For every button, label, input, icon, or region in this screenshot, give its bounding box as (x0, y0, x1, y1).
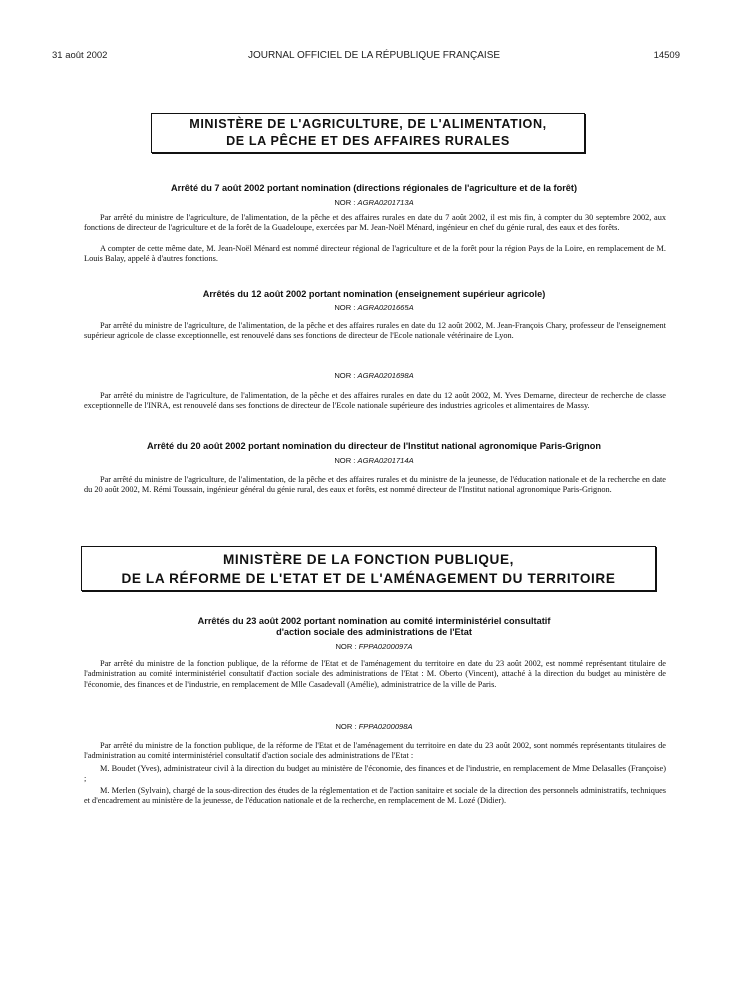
nor-label: NOR : (334, 456, 358, 465)
header-date: 31 août 2002 (52, 50, 108, 61)
arrete-title: d'action sociale des administrations de l'Etat (276, 627, 472, 637)
arrete-paragraph: M. Merlen (Sylvain), chargé de la sous-direction des études de la réglementation et de l'action sanitaire et sociale de la direction des personnels administratifs, techniques et d'encadrement au ministère de la jeunesse, de l'éducation nationale et de la recherche, en remplacement de M. Lozé (Didier). (84, 786, 666, 806)
header-page-number: 14509 (653, 50, 680, 61)
nor-code: AGRA0201665A (357, 303, 414, 312)
nor-reference (0, 371, 748, 380)
arrete-paragraph: Par arrêté du ministre de l'agriculture, de l'alimentation, de la pêche et des affaires rurales et du ministre de la jeunesse, de l'éducation nationale et de la recherche en date du 20 août 2002, M. Rémi Toussain, ingénieur général du génie rural, des eaux et forêts, est nommé directeur de l'Institut national agronomique Paris-Grignon. (84, 475, 666, 495)
ministry-heading-line: DE LA RÉFORME DE L'ETAT ET DE L'AMÉNAGEMENT DU TERRITOIRE (121, 571, 616, 586)
ministry-heading-line: MINISTÈRE DE LA FONCTION PUBLIQUE, (222, 552, 515, 567)
nor-label: NOR : (334, 371, 358, 380)
nor-reference (0, 198, 748, 207)
arrete-paragraph: Par arrêté du ministre de l'agriculture, de l'alimentation, de la pêche et des affaires rurales en date du 12 août 2002, M. Yves Demarne, directeur de recherche de classe exceptionnelle de l'INRA, est renouvelé dans ses fonctions de directeur de l'Ecole nationale supérieure des industries agricoles et alimentaires de Massy. (84, 391, 666, 411)
ministry-heading-agriculture (151, 113, 585, 153)
arrete-paragraph: Par arrêté du ministre de la fonction publique, de la réforme de l'Etat et de l'aménagement du territoire en date du 23 août 2002, est nommé représentant titulaire de l'administration au comité interministériel consultatif d'action sociale des administrations de l'Etat : M. Oberto (Vincent), attaché à la direction du budget au ministère de l'économie, des finances et de l'industrie, en remplacement de Mlle Casadevall (Amélie), administratrice de la ville de Paris. (84, 659, 666, 689)
header-journal-title: JOURNAL OFFICIEL DE LA RÉPUBLIQUE FRANÇAISE (247, 50, 501, 61)
arrete-paragraph: Par arrêté du ministre de l'agriculture, de l'alimentation, de la pêche et des affaires rurales en date du 12 août 2002, M. Jean-François Chary, professeur de l'enseignement supérieur agricole de classe exceptionnelle, est renouvelé dans ses fonctions de directeur de l'Ecole nationale vétérinaire de Lyon. (84, 321, 666, 341)
nor-code: FPPA0200098A (358, 722, 413, 731)
nor-reference (0, 642, 748, 651)
ministry-heading-fonction-publique (81, 546, 656, 591)
nor-code: AGRA0201714A (357, 456, 414, 465)
nor-label: NOR : (335, 642, 359, 651)
arrete-paragraph: Par arrêté du ministre de l'agriculture, de l'alimentation, de la pêche et des affaires rurales en date du 7 août 2002, il est mis fin, à compter du 30 septembre 2002, aux fonctions de directeur de l'agriculture et de la forêt de la Guadeloupe, exercées par M. Jean-Noël Ménard, ingénieur en chef du génie rural, des eaux et des forêts. (84, 213, 666, 233)
ministry-heading-line: MINISTÈRE DE L'AGRICULTURE, DE L'ALIMENTATION, (189, 117, 547, 131)
nor-code: AGRA0201698A (357, 371, 414, 380)
nor-code: AGRA0201713A (357, 198, 414, 207)
arrete-paragraph: M. Boudet (Yves), administrateur civil à la direction du budget au ministère de l'économie, des finances et de l'industrie, en remplacement de Mme Delasalles (Françoise) ; (84, 764, 666, 784)
ministry-heading-line: DE LA PÊCHE ET DES AFFAIRES RURALES (226, 134, 510, 148)
nor-label: NOR : (335, 722, 359, 731)
arrete-paragraph: Par arrêté du ministre de la fonction publique, de la réforme de l'Etat et de l'aménagement du territoire en date du 23 août 2002, sont nommés représentants titulaires de l'administration au comité interministériel consultatif d'action sociale des administrations de l'Etat : (84, 741, 666, 761)
arrete-title: Arrêtés du 23 août 2002 portant nomination au comité interministériel consultatif (197, 616, 551, 626)
arrete-title: Arrêtés du 12 août 2002 portant nomination (enseignement supérieur agricole) (202, 289, 546, 299)
nor-label: NOR : (334, 303, 358, 312)
nor-label: NOR : (334, 198, 358, 207)
arrete-title: Arrêté du 7 août 2002 portant nomination (directions régionales de l'agriculture et de la forêt) (171, 183, 577, 193)
nor-reference (0, 722, 748, 731)
nor-reference (0, 303, 748, 312)
nor-code: FPPA0200097A (358, 642, 413, 651)
arrete-paragraph: A compter de cette même date, M. Jean-Noël Ménard est nommé directeur régional de l'agriculture et de la forêt pour la région Pays de la Loire, en remplacement de M. Louis Balay, appelé à d'autres fonctions. (84, 244, 666, 264)
nor-reference (0, 456, 748, 465)
arrete-title: Arrêté du 20 août 2002 portant nomination du directeur de l'Institut national agronomique Paris-Grignon (147, 441, 601, 451)
